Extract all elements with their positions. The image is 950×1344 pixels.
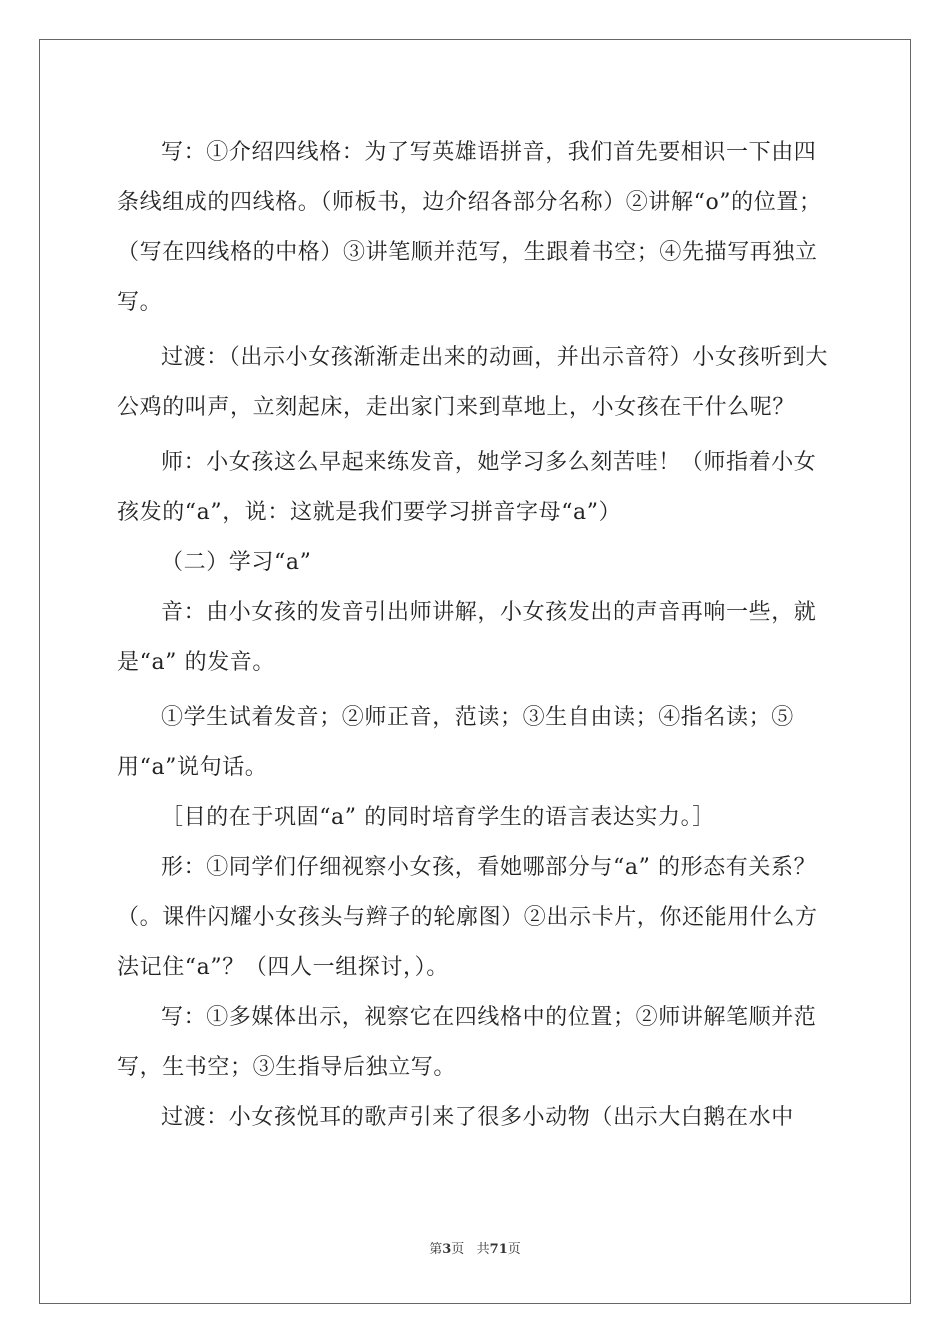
paragraph-write-o: 写：①介绍四线格：为了写英雄语拼音，我们首先要相识一下由四条线组成的四线格。（师板书，边介绍各部分名称）②讲解“o”的位置；（写在四线格的中格）③讲笔顺并范写，生跟着书空；④先描写再独立写。 bbox=[117, 140, 822, 315]
paragraph-shape: 形：①同学们仔细视察小女孩，看她哪部分与“a” 的形态有关系？（。课件闪耀小女孩头与辫子的轮廓图）②出示卡片，你还能用什么方法记住“a”？（四人一组探讨，）。 bbox=[117, 855, 818, 980]
paragraph-transition-2: 过渡：小女孩悦耳的歌声引来了很多小动物（出示大白鹅在水中 bbox=[161, 1105, 794, 1130]
footer-suffix: 页 bbox=[507, 1242, 521, 1257]
paragraph-practice: ①学生试着发音；②师正音，范读；③生自由读；④指名读；⑤用“a”说句话。 bbox=[117, 705, 794, 780]
paragraph-transition-1: 过渡：（出示小女孩渐渐走出来的动画，并出示音符）小女孩听到大公鸡的叫声，立刻起床，走出家门来到草地上，小女孩在干什么呢？ bbox=[117, 345, 829, 420]
section-heading: （二）学习“a” bbox=[161, 550, 312, 575]
footer-middle: 页 共 bbox=[451, 1242, 490, 1257]
page-number: 3 bbox=[442, 1242, 452, 1257]
footer-prefix: 第 bbox=[429, 1242, 443, 1257]
page-footer bbox=[0, 1238, 950, 1257]
total-pages: 71 bbox=[489, 1242, 508, 1257]
paragraph-purpose: ［目的在于巩固“a” 的同时培育学生的语言表达实力。］ bbox=[161, 805, 715, 830]
paragraph-teacher: 师：小女孩这么早起来练发音，她学习多么刻苦哇！（师指着小女孩发的“a”，说：这就是我们要学习拼音字母“a”） bbox=[117, 450, 817, 525]
paragraph-sound: 音：由小女孩的发音引出师讲解，小女孩发出的声音再响一些，就是“a” 的发音。 bbox=[117, 600, 817, 675]
paragraph-write-a: 写：①多媒体出示，视察它在四线格中的位置；②师讲解笔顺并范写，生书空；③生指导后独立写。 bbox=[117, 1005, 817, 1080]
document-body bbox=[117, 128, 833, 1143]
